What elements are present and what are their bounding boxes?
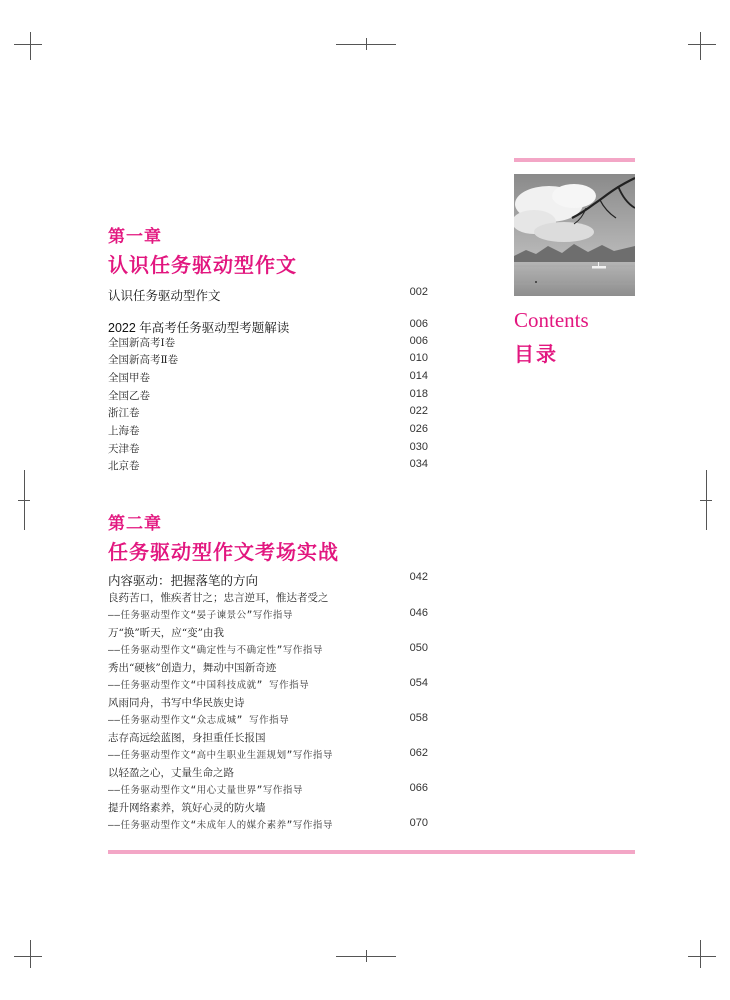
toc-entry-page: 034 bbox=[409, 458, 428, 470]
toc-entry[interactable] bbox=[108, 625, 428, 643]
toc-entry-page: 018 bbox=[409, 388, 428, 400]
toc-entry-page: 026 bbox=[409, 423, 428, 435]
toc-entry-guide-text: ——任务驱动型作文“未成年人的媒介素养”写作指导 bbox=[108, 820, 333, 831]
toc-entry-title: 以轻盈之心，丈量生命之路 bbox=[108, 767, 234, 779]
toc-entry-guide[interactable] bbox=[108, 712, 428, 730]
toc-entry-page: 058 bbox=[409, 712, 428, 724]
toc-entry[interactable] bbox=[108, 423, 428, 441]
crop-mark-tr-v bbox=[700, 32, 701, 60]
toc-entry[interactable] bbox=[108, 335, 428, 353]
crop-mark-bottom-center-tick bbox=[366, 950, 367, 962]
contents-heading-en: Contents bbox=[514, 308, 589, 332]
crop-mark-br-h bbox=[688, 956, 716, 957]
toc-entry-page: 070 bbox=[409, 817, 428, 829]
top-right-pink-rule bbox=[514, 158, 635, 162]
chapter2-label: 第二章 bbox=[108, 514, 162, 534]
toc-entry-guide[interactable] bbox=[108, 677, 428, 695]
toc-entry-title: 全国新高考Ⅱ卷 bbox=[108, 354, 179, 366]
toc-entry[interactable] bbox=[108, 590, 428, 608]
toc-entry-page: 006 bbox=[409, 318, 428, 330]
toc-entry-title: 浙江卷 bbox=[108, 407, 140, 419]
toc-entry-page: 010 bbox=[409, 352, 428, 364]
toc-entry-title: 全国新高考Ⅰ卷 bbox=[108, 337, 176, 349]
toc-entry-title: 认识任务驱动型作文 bbox=[108, 289, 221, 303]
toc-entry-page: 062 bbox=[409, 747, 428, 759]
toc-entry[interactable] bbox=[108, 800, 428, 818]
toc-entry[interactable] bbox=[108, 458, 428, 476]
toc-entry[interactable] bbox=[108, 286, 428, 304]
toc-entry-title: 万“换”昕天，应“变”由我 bbox=[108, 627, 224, 639]
toc-entry-title: 上海卷 bbox=[108, 425, 140, 437]
toc-entry-page: 022 bbox=[409, 405, 428, 417]
toc-entry-title: 2022 年高考任务驱动型考题解读 bbox=[108, 321, 290, 335]
toc-entry-title: 风雨同舟，书写中华民族史诗 bbox=[108, 697, 245, 709]
chapter1-label: 第一章 bbox=[108, 227, 162, 247]
toc-entry[interactable] bbox=[108, 370, 428, 388]
crop-mark-br-v bbox=[700, 940, 701, 968]
toc-entry-guide[interactable] bbox=[108, 747, 428, 765]
crop-mark-bl-h bbox=[14, 956, 42, 957]
toc-entry[interactable] bbox=[108, 318, 428, 336]
toc-entry[interactable] bbox=[108, 352, 428, 370]
toc-entry[interactable] bbox=[108, 765, 428, 783]
toc-entry[interactable] bbox=[108, 405, 428, 423]
toc-entry-title: 天津卷 bbox=[108, 443, 140, 455]
toc-entry[interactable] bbox=[108, 441, 428, 459]
contents-heading-zh: 目录 bbox=[514, 342, 558, 366]
toc-entry-page: 042 bbox=[409, 571, 428, 583]
toc-entry-page: 054 bbox=[409, 677, 428, 689]
toc-entry-page: 046 bbox=[409, 607, 428, 619]
toc-entry-guide-text: ——任务驱动型作文“确定性与不确定性”写作指导 bbox=[108, 645, 323, 656]
chapter1-title: 认识任务驱动型作文 bbox=[108, 253, 297, 277]
toc-entry-guide[interactable] bbox=[108, 642, 428, 660]
toc-entry-guide-text: ——任务驱动型作文“众志成城” 写作指导 bbox=[108, 715, 290, 726]
crop-mark-bl-v bbox=[30, 940, 31, 968]
landscape-illustration bbox=[514, 174, 635, 296]
toc-entry-guide-text: ——任务驱动型作文“高中生职业生涯规划”写作指导 bbox=[108, 750, 333, 761]
toc-entry-page: 006 bbox=[409, 335, 428, 347]
toc-entry-guide[interactable] bbox=[108, 817, 428, 835]
toc-entry-guide[interactable] bbox=[108, 782, 428, 800]
toc-entry-guide[interactable] bbox=[108, 607, 428, 625]
toc-entry-title: 内容驱动：把握落笔的方向 bbox=[108, 574, 259, 588]
crop-mark-top-center-tick bbox=[366, 38, 367, 50]
toc-entry-title: 北京卷 bbox=[108, 460, 140, 472]
toc-entry-page: 014 bbox=[409, 370, 428, 382]
toc-entry-page: 066 bbox=[409, 782, 428, 794]
toc-entry-page: 030 bbox=[409, 441, 428, 453]
toc-entry-page: 002 bbox=[409, 286, 428, 298]
toc-entry-guide-text: ——任务驱动型作文“中国科技成就” 写作指导 bbox=[108, 680, 310, 691]
toc-entry[interactable] bbox=[108, 660, 428, 678]
toc-entry[interactable] bbox=[108, 730, 428, 748]
crop-mark-tl-h bbox=[14, 44, 42, 45]
crop-mark-right-mid-tick bbox=[700, 500, 712, 501]
crop-mark-tl-v bbox=[30, 32, 31, 60]
toc-entry[interactable] bbox=[108, 695, 428, 713]
crop-mark-tr-h bbox=[688, 44, 716, 45]
toc-entry[interactable] bbox=[108, 571, 428, 589]
toc-entry-title: 良药苦口，惟疾者甘之；忠言逆耳，惟达者受之 bbox=[108, 592, 329, 604]
toc-entry-title: 提升网络素养，筑好心灵的防火墙 bbox=[108, 802, 266, 814]
toc-entry-title: 志存高远绘蓝图，身担重任长报国 bbox=[108, 732, 266, 744]
toc-entry-title: 全国乙卷 bbox=[108, 390, 150, 402]
crop-mark-left-mid-tick bbox=[18, 500, 30, 501]
chapter2-title: 任务驱动型作文考场实战 bbox=[108, 540, 339, 564]
toc-entry-guide-text: ——任务驱动型作文“晏子谏景公”写作指导 bbox=[108, 610, 293, 621]
chapter2-heading bbox=[108, 509, 339, 565]
toc-entry[interactable] bbox=[108, 388, 428, 406]
toc-entry-page: 050 bbox=[409, 642, 428, 654]
chapter1-heading bbox=[108, 222, 297, 278]
toc-entry-guide-text: ——任务驱动型作文“用心丈量世界”写作指导 bbox=[108, 785, 303, 796]
toc-entry-title: 全国甲卷 bbox=[108, 372, 150, 384]
toc-entry-title: 秀出“硬核”创造力，舞动中国新奇迹 bbox=[108, 662, 277, 674]
bottom-pink-rule bbox=[108, 850, 635, 854]
